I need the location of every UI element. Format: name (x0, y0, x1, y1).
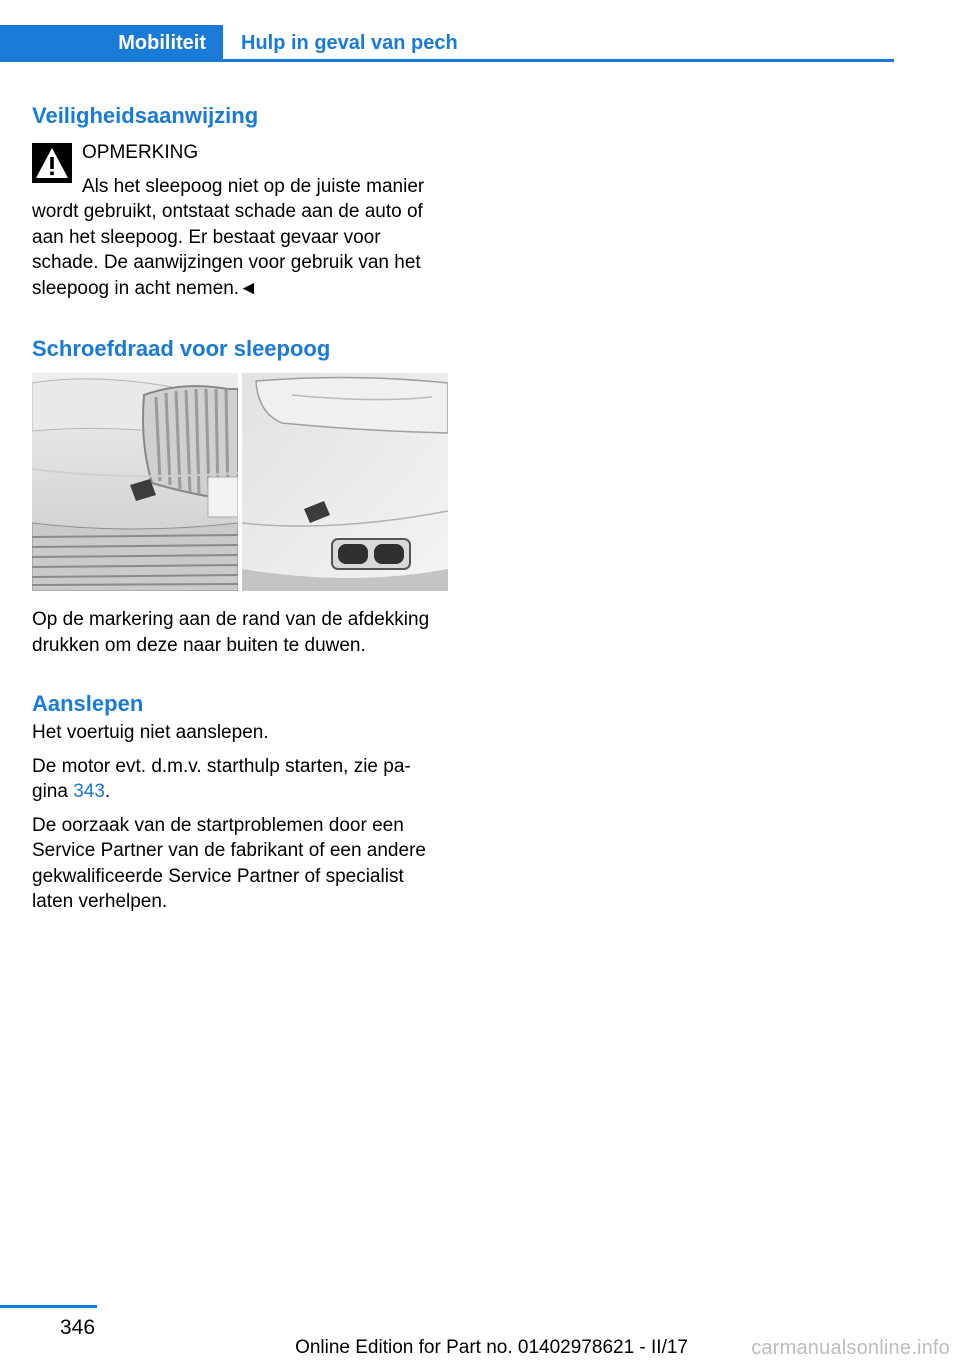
warning-block (32, 140, 448, 301)
section-tab[interactable]: Hulp in geval van pech (241, 32, 458, 54)
warning-triangle-icon (32, 143, 72, 183)
tow-paragraph-2 (32, 754, 448, 805)
page-ref-link[interactable]: 343 (73, 781, 105, 802)
warning-text: wordt gebruikt, ontstaat schade aan de auto of aan het sleepoog. Er bestaat gevaar voor schade. De aanwijzingen voor gebruik van het sleepoog in acht nemen.◄ (32, 201, 423, 299)
warning-label: OPMERKING (82, 142, 199, 163)
chapter-tab[interactable]: Mobiliteit (0, 25, 223, 62)
section-heading-tow: Aanslepen (32, 691, 144, 716)
watermark: carmanualsonline.info (751, 1337, 950, 1359)
warning-heading: Veiligheidsaanwijzing (32, 103, 259, 128)
tow-paragraph-1: Het voertuig niet aanslepen. (32, 722, 269, 743)
edition-text: Online Edition for Part no. 01402978621 - II/17 (295, 1337, 688, 1358)
page-content (32, 100, 448, 915)
section-heading-screw: Schroefdraad voor sleepoog (32, 336, 331, 361)
bumper-tow-eye-cover-illustration (32, 373, 448, 591)
tow-paragraph-2-mid: gina (32, 781, 74, 802)
screw-text: Op de markering aan de rand van de afdekking drukken om deze naar buiten te duwen. (32, 609, 430, 656)
tow-paragraph-2-prefix: De motor evt. d.m.v. starthulp starten, zie pa‐ (32, 755, 411, 777)
tow-paragraph-2-suffix: . (104, 781, 111, 802)
footer-rule (0, 1305, 97, 1308)
tow-paragraph-3: De oorzaak van de startproblemen door een Service Partner van de fabrikant of een andere gekwalificeerde Service Partner of specialist laten verhelpen. (32, 814, 426, 912)
page-header (0, 25, 894, 62)
warning-text-first-line: Als het sleepoog niet op de juiste manier (82, 175, 425, 197)
header-rule (0, 59, 894, 62)
page-number: 346 (60, 1316, 96, 1339)
